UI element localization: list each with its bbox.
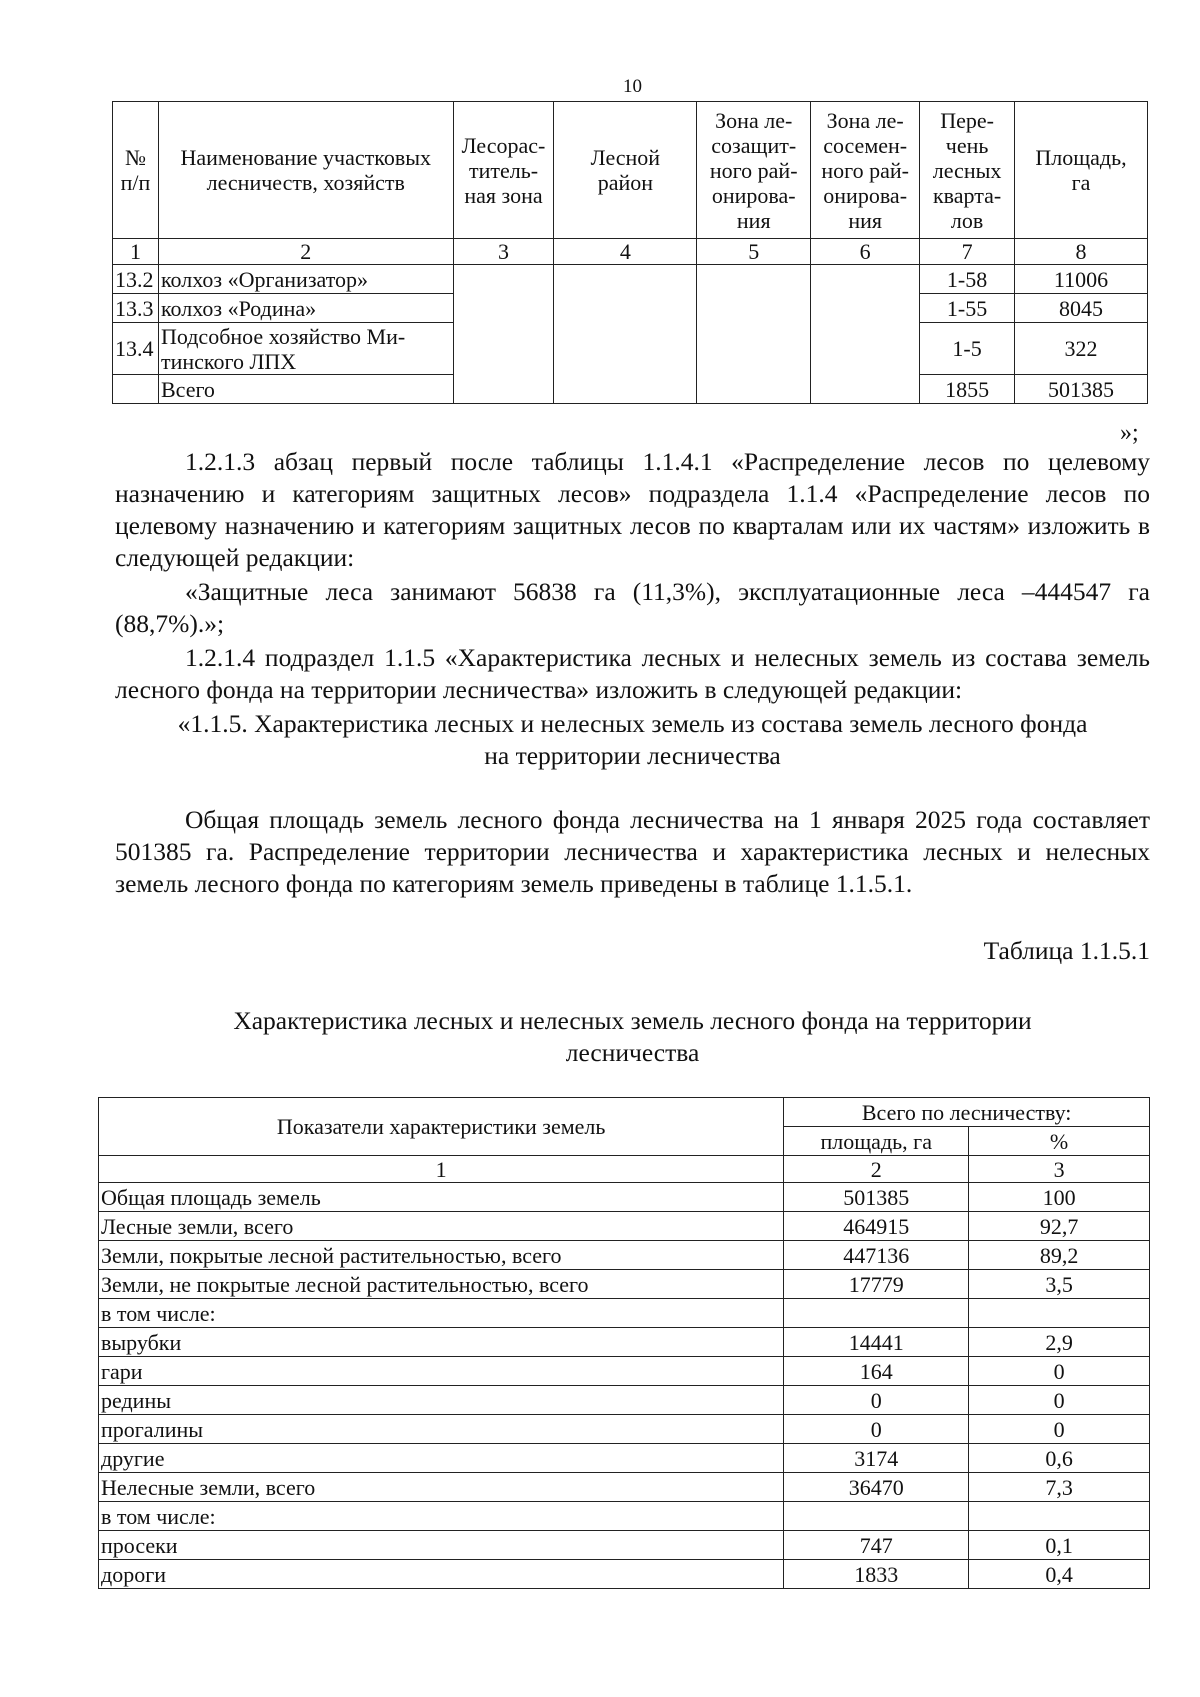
row-percent: 3,5: [969, 1270, 1150, 1299]
total-area: 501385: [1015, 375, 1148, 404]
row-area: 164: [784, 1357, 969, 1386]
table-row: [99, 1386, 1150, 1415]
total-quarters: 1855: [920, 375, 1015, 404]
header-total-forestry: Всего по лесничеству:: [784, 1098, 1150, 1127]
table1-index-row: 1 2 3 4 5 6 7 8: [113, 239, 1148, 265]
closing-quote: »;: [1120, 420, 1139, 446]
row-percent: 0,6: [969, 1444, 1150, 1473]
table-row: [99, 1415, 1150, 1444]
table-caption: Таблица 1.1.5.1: [983, 936, 1150, 965]
empty-merged-cell: [697, 265, 811, 404]
row-name: колхоз «Родина»: [158, 294, 453, 323]
row-label: другие: [99, 1444, 784, 1473]
empty-merged-cell: [453, 265, 554, 404]
table-row: [99, 1502, 1150, 1531]
land-characteristics-table: [98, 1097, 1150, 1589]
header-percent: %: [969, 1127, 1150, 1156]
header-indicators: Показатели характеристики земель: [99, 1098, 784, 1156]
row-name: колхоз «Организатор»: [158, 265, 453, 294]
row-area: 0: [784, 1415, 969, 1444]
row-percent: 89,2: [969, 1241, 1150, 1270]
row-label: в том числе:: [99, 1502, 784, 1531]
header-vegetation-zone: Лесорас- титель- ная зона: [453, 102, 554, 239]
row-label: вырубки: [99, 1328, 784, 1357]
row-label: Лесные земли, всего: [99, 1212, 784, 1241]
row-percent: 0: [969, 1386, 1150, 1415]
row-area: 501385: [784, 1183, 969, 1212]
row-label: Общая площадь земель: [99, 1183, 784, 1212]
row-quarters: 1-5: [920, 323, 1015, 375]
section-heading: «1.1.5. Характеристика лесных и нелесных земель из состава земель лесного фонда на территории лесничества: [177, 709, 1088, 770]
row-num: 13.3: [113, 294, 159, 323]
row-label: дороги: [99, 1560, 784, 1589]
table-row: [99, 1357, 1150, 1386]
row-label: Нелесные земли, всего: [99, 1473, 784, 1502]
table1-header-row: [113, 102, 1148, 239]
row-percent: 2,9: [969, 1328, 1150, 1357]
table2-title: Характеристика лесных и нелесных земель лесного фонда на территории лесничества: [233, 1006, 1032, 1067]
row-percent: 100: [969, 1183, 1150, 1212]
row-percent: 92,7: [969, 1212, 1150, 1241]
row-label: гари: [99, 1357, 784, 1386]
row-area: 36470: [784, 1473, 969, 1502]
header-protective-zone: Зона ле- созащит- ного рай- онирова- ния: [697, 102, 811, 239]
paragraph-total-area: Общая площадь земель лесного фонда лесничества на 1 января 2025 года составляет 501385 га. Распределение территории лесничества и характеристика лесных и нелесных земель лесного фонда по категориям земель приведены в таблице 1.1.5.1.: [115, 805, 1150, 898]
row-percent: 7,3: [969, 1473, 1150, 1502]
table-row: [99, 1183, 1150, 1212]
row-area: 747: [784, 1531, 969, 1560]
paragraph-1213: 1.2.1.3 абзац первый после таблицы 1.1.4.1 «Распределение лесов по целевому назначению и категориям защитных лесов» подраздела 1.1.4 «Распределение лесов по целевому назначению и категориям защитных лесов по кварталам или их частям» изложить в следующей редакции:: [115, 447, 1150, 572]
row-label: просеки: [99, 1531, 784, 1560]
row-area: 464915: [784, 1212, 969, 1241]
row-percent: [969, 1502, 1150, 1531]
total-label: Всего: [158, 375, 453, 404]
table-row: [99, 1241, 1150, 1270]
table-row: [99, 1473, 1150, 1502]
header-seed-zone: Зона ле- сосемен- ного рай- онирова- ния: [811, 102, 920, 239]
table-row: [113, 265, 1148, 294]
row-area: 11006: [1015, 265, 1148, 294]
row-area: 447136: [784, 1241, 969, 1270]
header-quarters: Пере- чень лесных кварта- лов: [920, 102, 1015, 239]
empty-merged-cell: [554, 265, 697, 404]
row-label: Земли, покрытые лесной растительностью, всего: [99, 1241, 784, 1270]
row-label: редины: [99, 1386, 784, 1415]
row-quarters: 1-55: [920, 294, 1015, 323]
forestry-areas-table: [112, 101, 1148, 404]
header-forest-region: Лесной район: [554, 102, 697, 239]
table-row: [99, 1299, 1150, 1328]
row-area: [784, 1299, 969, 1328]
row-area: 0: [784, 1386, 969, 1415]
table2-header-row: [99, 1098, 1150, 1127]
page-number: 10: [623, 76, 642, 97]
table-row: [99, 1270, 1150, 1299]
row-percent: 0: [969, 1357, 1150, 1386]
row-label: Земли, не покрытые лесной растительностью, всего: [99, 1270, 784, 1299]
header-num: № п/п: [113, 102, 159, 239]
row-area: 17779: [784, 1270, 969, 1299]
row-area: 1833: [784, 1560, 969, 1589]
table-row: [99, 1560, 1150, 1589]
table-row: [99, 1444, 1150, 1473]
table2-index-row: 1 2 3: [99, 1156, 1150, 1183]
row-percent: 0,1: [969, 1531, 1150, 1560]
row-name: Подсобное хозяйство Ми- тинского ЛПХ: [158, 323, 453, 375]
table-row: [99, 1531, 1150, 1560]
row-percent: 0: [969, 1415, 1150, 1444]
row-area: 14441: [784, 1328, 969, 1357]
header-name: Наименование участковых лесничеств, хозяйств: [158, 102, 453, 239]
row-area: [784, 1502, 969, 1531]
row-area: 8045: [1015, 294, 1148, 323]
row-label: прогалины: [99, 1415, 784, 1444]
row-num: 13.4: [113, 323, 159, 375]
table-row: [99, 1212, 1150, 1241]
paragraph-1214: 1.2.1.4 подраздел 1.1.5 «Характеристика лесных и нелесных земель из состава земель лесного фонда на территории лесничества» изложить в следующей редакции:: [115, 643, 1150, 704]
paragraph-protective-forests: «Защитные леса занимают 56838 га (11,3%), эксплуатационные леса –444547 га (88,7%).»;: [115, 577, 1150, 638]
row-area: 3174: [784, 1444, 969, 1473]
empty-merged-cell: [811, 265, 920, 404]
row-quarters: 1-58: [920, 265, 1015, 294]
header-area-ha: площадь, га: [784, 1127, 969, 1156]
header-area: Площадь, га: [1015, 102, 1148, 239]
row-num: 13.2: [113, 265, 159, 294]
row-percent: [969, 1299, 1150, 1328]
row-area: 322: [1015, 323, 1148, 375]
row-label: в том числе:: [99, 1299, 784, 1328]
row-percent: 0,4: [969, 1560, 1150, 1589]
table-row: [99, 1328, 1150, 1357]
